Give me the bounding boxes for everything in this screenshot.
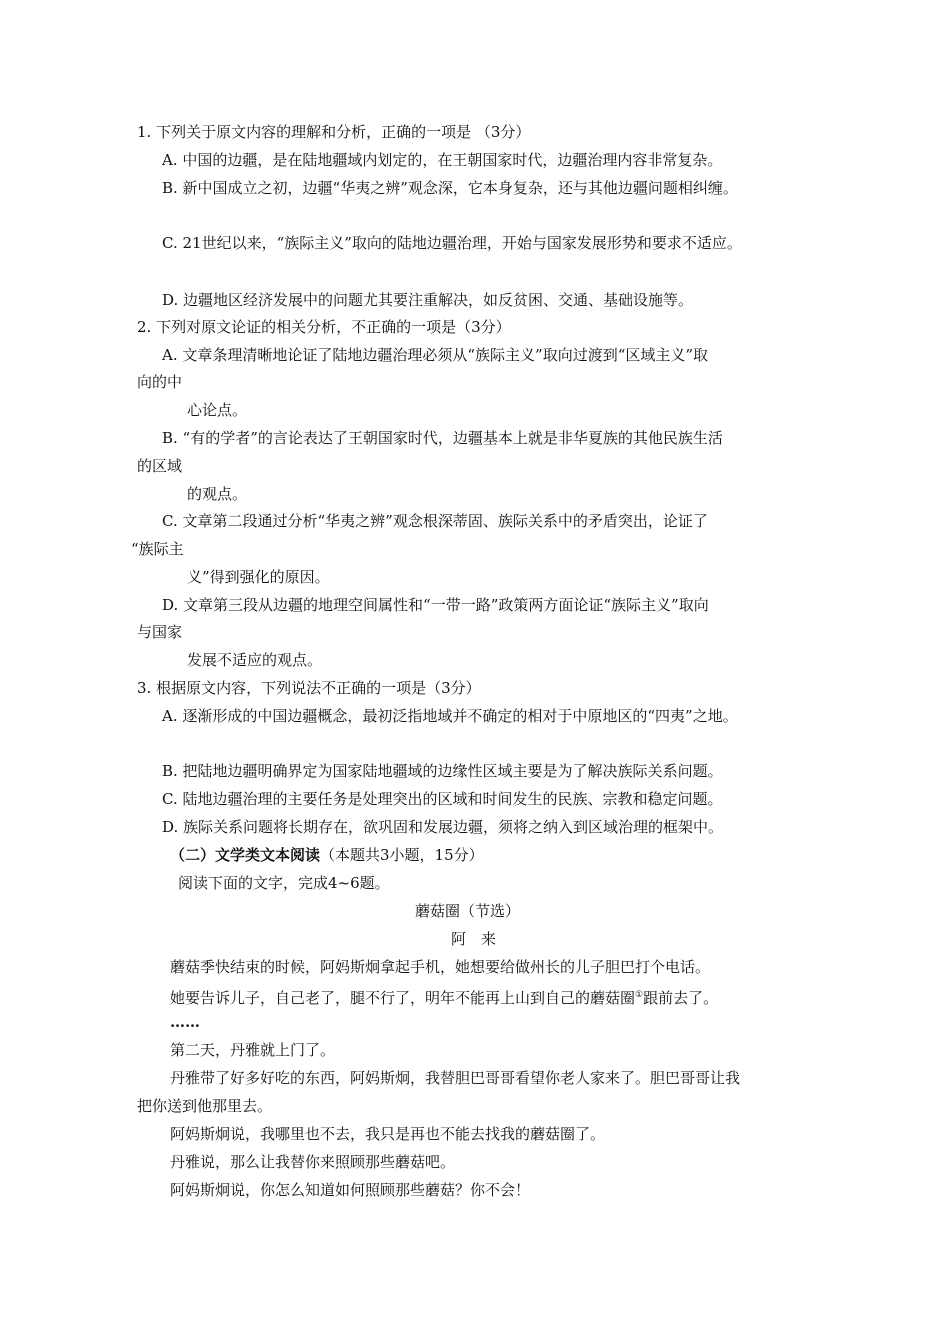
- section-heading-note: （本题共3小题，15分）: [320, 846, 484, 864]
- footnote-marker: ①: [635, 990, 644, 1000]
- q2-option-c-line3: 义”得到强化的原因。: [187, 568, 330, 586]
- q2-option-b-line1: B. “有的学者”的言论表达了王朝国家时代，边疆基本上就是非华夏族的其他民族生活: [162, 429, 723, 447]
- q1-stem: 1. 下列关于原文内容的理解和分析，正确的一项是 （3分）: [137, 123, 531, 141]
- section-heading-title: （二）文学类文本阅读: [170, 846, 321, 864]
- q1-option-d: D. 边疆地区经济发展中的问题尤其要注重解决，如反贫困、交通、基础设施等。: [162, 291, 694, 309]
- story-author: 阿 来: [451, 930, 497, 948]
- q1-option-b: B. 新中国成立之初，边疆“华夷之辨”观念深，它本身复杂，还与其他边疆问题相纠缠。: [162, 179, 738, 197]
- q1-option-a: A. 中国的边疆，是在陆地疆域内划定的，在王朝国家时代，边疆治理内容非常复杂。: [162, 151, 723, 169]
- story-title: 蘑菇圈（节选）: [415, 902, 521, 920]
- q3-option-a: A. 逐渐形成的中国边疆概念，最初泛指地域并不确定的相对于中原地区的“四夷”之地。: [162, 707, 738, 725]
- story-paragraph-2-text: 她要告诉儿子，自己老了，腿不行了，明年不能再上山到自己的蘑菇圈: [170, 989, 636, 1007]
- q2-option-b-line2: 的区域: [137, 457, 183, 475]
- story-paragraph-2: [170, 985, 718, 1008]
- ellipsis: ……: [170, 1013, 200, 1031]
- q1-option-c: C. 21世纪以来，“族际主义”取向的陆地边疆治理，开始与国家发展形势和要求不适应。: [162, 234, 742, 252]
- q3-option-c: C. 陆地边疆治理的主要任务是处理突出的区域和时间发生的民族、宗教和稳定问题。: [162, 790, 723, 808]
- section-instruction: 阅读下面的文字，完成4~6题。: [178, 874, 390, 892]
- q2-option-a-line3: 心论点。: [187, 401, 248, 419]
- story-paragraph-4-line2: 把你送到他那里去。: [137, 1097, 273, 1115]
- q2-option-d-line1: D. 文章第三段从边疆的地理空间属性和“一带一路”政策两方面论证“族际主义”取向: [162, 596, 709, 614]
- story-paragraph-6: 丹雅说，那么让我替你来照顾那些蘑菇吧。: [170, 1153, 456, 1171]
- q2-option-c-line1: C. 文章第二段通过分析“华夷之辨”观念根深蒂固、族际关系中的矛盾突出，论证了: [162, 512, 708, 530]
- q2-stem: 2. 下列对原文论证的相关分析，不正确的一项是（3分）: [137, 318, 511, 336]
- q2-option-c-line2: “族际主: [131, 540, 184, 558]
- story-paragraph-4-line1: 丹雅带了好多好吃的东西，阿妈斯炯，我替胆巴哥哥看望你老人家来了。胆巴哥哥让我: [170, 1069, 741, 1087]
- story-paragraph-2-tail: 跟前去了。: [643, 989, 719, 1007]
- story-paragraph-3: 第二天，丹雅就上门了。: [170, 1041, 336, 1059]
- q2-option-b-line3: 的观点。: [187, 485, 248, 503]
- q3-option-b: B. 把陆地边疆明确界定为国家陆地疆域的边缘性区域主要是为了解决族际关系问题。: [162, 762, 723, 780]
- story-paragraph-1: 蘑菇季快结束的时候，阿妈斯炯拿起手机，她想要给做州长的儿子胆巴打个电话。: [170, 958, 711, 976]
- q3-option-d: D. 族际关系问题将长期存在，欲巩固和发展边疆，须将之纳入到区域治理的框架中。: [162, 818, 724, 836]
- story-paragraph-7: 阿妈斯炯说，你怎么知道如何照顾那些蘑菇？你不会！: [170, 1181, 531, 1199]
- story-paragraph-5: 阿妈斯炯说，我哪里也不去，我只是再也不能去找我的蘑菇圈了。: [170, 1125, 606, 1143]
- section-heading: [170, 845, 484, 865]
- q2-option-d-line3: 发展不适应的观点。: [187, 651, 323, 669]
- q2-option-a-line2: 向的中: [137, 373, 183, 391]
- q2-option-a-line1: A. 文章条理清晰地论证了陆地边疆治理必须从“族际主义”取向过渡到“区域主义”取: [162, 346, 709, 364]
- q3-stem: 3. 根据原文内容，下列说法不正确的一项是（3分）: [137, 679, 481, 697]
- q2-option-d-line2: 与国家: [137, 623, 183, 641]
